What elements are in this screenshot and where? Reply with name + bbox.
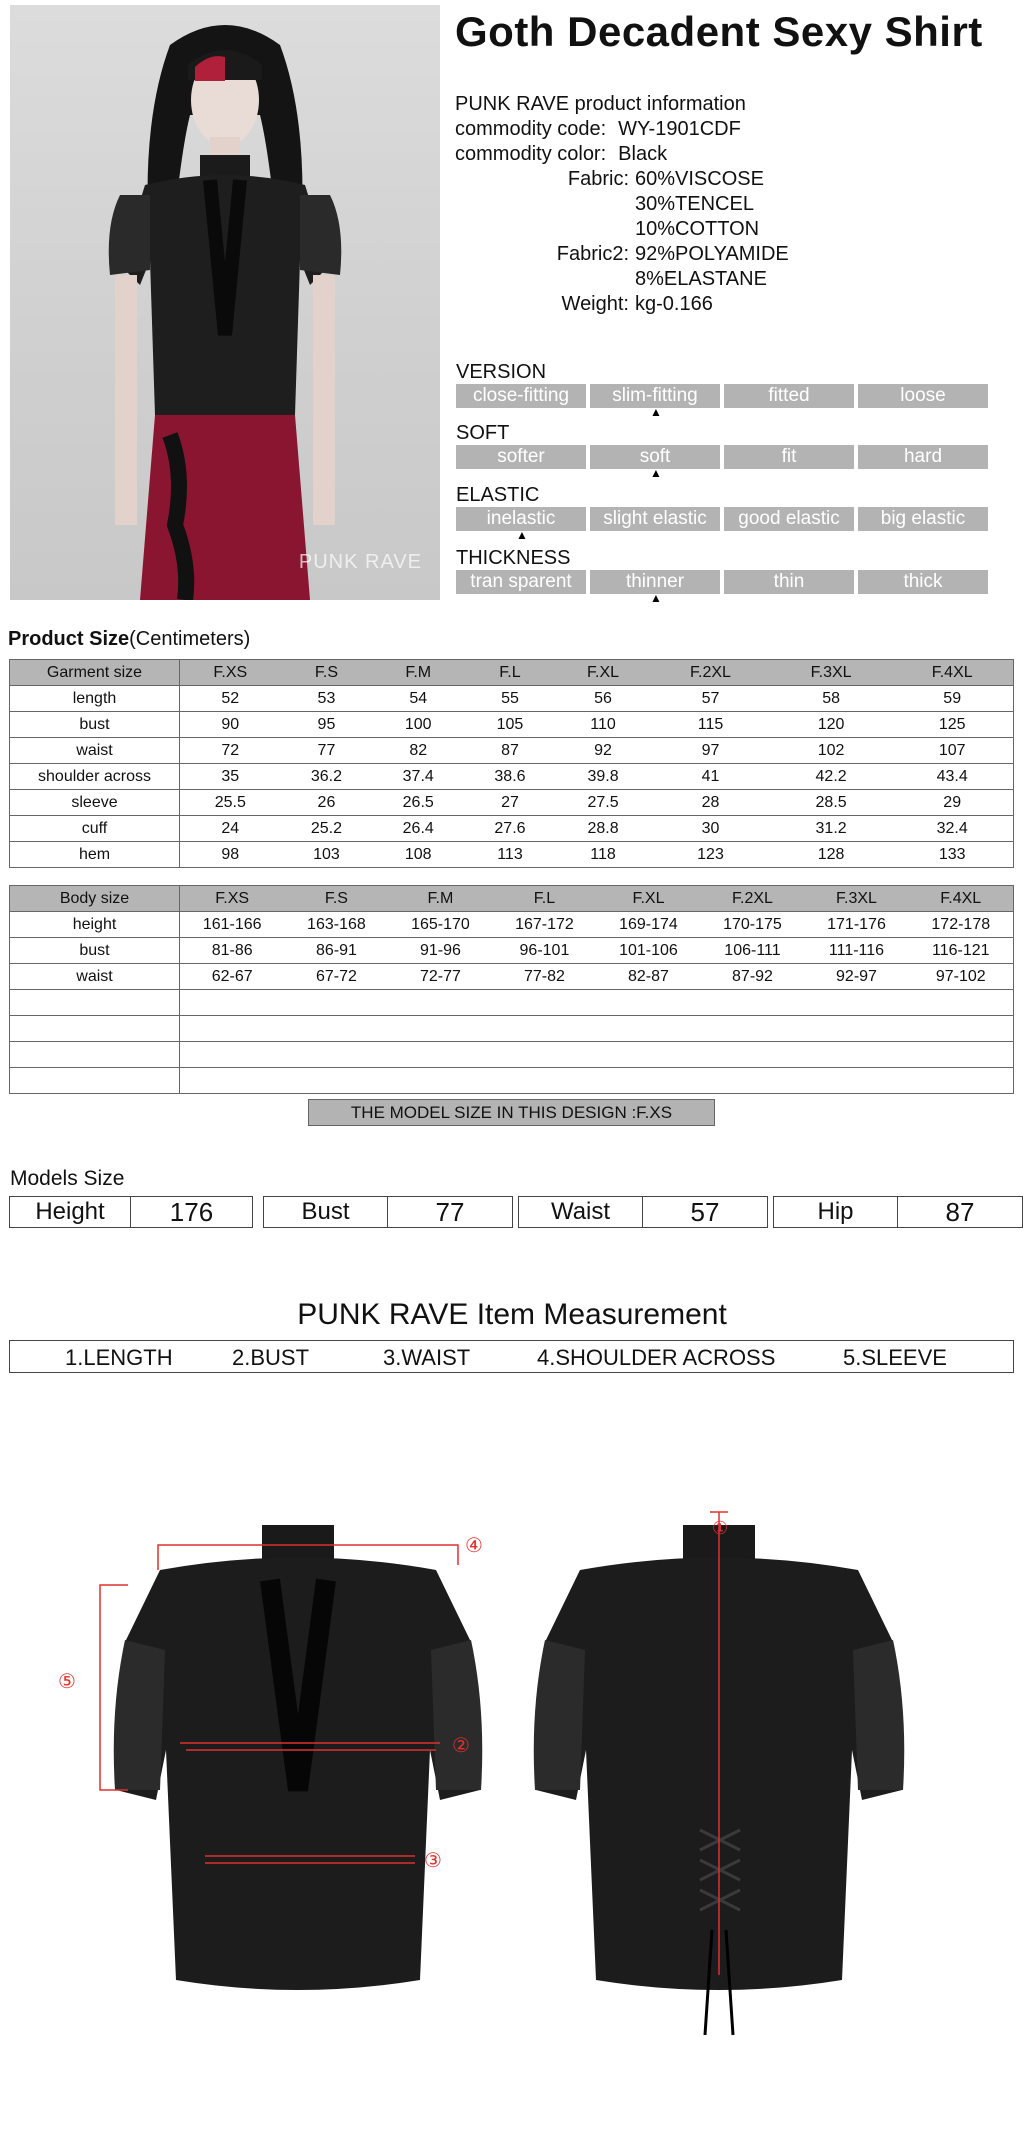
table-cell: 98: [180, 842, 281, 868]
table-cell: 111-116: [804, 938, 908, 964]
scale-option: fit: [724, 445, 854, 469]
size-header: F.M: [372, 660, 464, 686]
scale-option: slight elastic: [590, 507, 720, 531]
table-cell: 125: [891, 712, 1013, 738]
scale-thickness: [456, 546, 988, 606]
table-cell: 55: [464, 686, 556, 712]
table-cell: 54: [372, 686, 464, 712]
table-cell: 100: [372, 712, 464, 738]
table-cell: 90: [180, 712, 281, 738]
table-cell: 82: [372, 738, 464, 764]
garment-front: [114, 1525, 483, 1990]
table-cell: 36.2: [281, 764, 373, 790]
table-cell: 123: [650, 842, 771, 868]
model-measure-value: 57: [690, 1197, 720, 1227]
table-row: [10, 842, 1014, 868]
table-cell: 108: [372, 842, 464, 868]
row-label: height: [10, 912, 180, 938]
table-header-label: Body size: [10, 886, 180, 912]
info-value: 30%TENCEL: [635, 193, 754, 215]
table-cell: 27: [464, 790, 556, 816]
table-cell: 58: [771, 686, 892, 712]
scale-option: good elastic: [724, 507, 854, 531]
measurement-legend: [9, 1340, 1014, 1373]
model-measure-label: Bust: [264, 1197, 388, 1227]
table-cell: 118: [556, 842, 650, 868]
info-key: [455, 192, 635, 217]
model-measure-waist: [518, 1196, 768, 1228]
scale-option: soft: [590, 445, 720, 469]
table-row: [10, 764, 1014, 790]
info-key: commodity code:: [455, 118, 607, 140]
info-row: [455, 292, 789, 317]
table-row: [10, 816, 1014, 842]
table-cell: 26.4: [372, 816, 464, 842]
table-cell: 95: [281, 712, 373, 738]
measurement-item: 5.SLEEVE: [843, 1345, 947, 1370]
scale-option: fitted: [724, 384, 854, 408]
info-row: [455, 242, 789, 267]
product-title: Goth Decadent Sexy Shirt: [455, 8, 983, 55]
table-cell: 32.4: [891, 816, 1013, 842]
info-key: [455, 267, 635, 292]
table-cell: 72: [180, 738, 281, 764]
marker-4: ④: [465, 1535, 483, 1557]
table-cell: 82-87: [596, 964, 700, 990]
row-label: cuff: [10, 816, 180, 842]
info-value: 92%POLYAMIDE: [635, 243, 789, 265]
marker-2: ②: [452, 1735, 470, 1757]
table-cell: 53: [281, 686, 373, 712]
row-label: hem: [10, 842, 180, 868]
table-cell: 30: [650, 816, 771, 842]
table-cell: 42.2: [771, 764, 892, 790]
table-cell: 87-92: [700, 964, 804, 990]
models-size-title: Models Size: [10, 1167, 125, 1190]
table-cell: 101-106: [596, 938, 700, 964]
table-cell: 56: [556, 686, 650, 712]
info-key: Fabric:: [567, 168, 629, 190]
table-cell: 103: [281, 842, 373, 868]
table-cell: 113: [464, 842, 556, 868]
table-cell: 97: [650, 738, 771, 764]
table-row: [10, 686, 1014, 712]
size-header: F.4XL: [909, 886, 1014, 912]
table-cell: 165-170: [388, 912, 492, 938]
table-cell: 172-178: [909, 912, 1014, 938]
measurement-item: 2.BUST: [232, 1345, 310, 1370]
product-size-title-text: Product Size: [8, 628, 130, 650]
info-row: [455, 117, 789, 142]
size-header: F.3XL: [771, 660, 892, 686]
row-label: shoulder across: [10, 764, 180, 790]
table-cell: 62-67: [180, 964, 285, 990]
table-row: [10, 912, 1014, 938]
marker-3: ③: [424, 1850, 442, 1872]
table-cell: 29: [891, 790, 1013, 816]
table-row: [10, 964, 1014, 990]
scale-option: loose: [858, 384, 988, 408]
scale-option: close-fitting: [456, 384, 586, 408]
table-cell: 163-168: [284, 912, 388, 938]
product-size-title: [8, 628, 250, 651]
row-label: sleeve: [10, 790, 180, 816]
scale-option: slim-fitting: [590, 384, 720, 408]
table-cell: 39.8: [556, 764, 650, 790]
row-label: bust: [10, 712, 180, 738]
table-cell: 26: [281, 790, 373, 816]
table-cell: 110: [556, 712, 650, 738]
scale-elastic: [456, 483, 988, 543]
info-row: [455, 267, 789, 292]
table-cell: 120: [771, 712, 892, 738]
table-cell: 91-96: [388, 938, 492, 964]
scale-option: thick: [858, 570, 988, 594]
table-cell: 67-72: [284, 964, 388, 990]
garment-back: [534, 1512, 905, 2035]
marker-1: ①: [712, 1518, 729, 1538]
row-label: waist: [10, 738, 180, 764]
table-cell: 43.4: [891, 764, 1013, 790]
model-photo: [10, 5, 440, 600]
scale-label: THICKNESS: [456, 547, 571, 569]
table-cell: 35: [180, 764, 281, 790]
table-cell: 59: [891, 686, 1013, 712]
scale-option: softer: [456, 445, 586, 469]
scale-version: [456, 360, 988, 420]
scale-marker-icon: ▲: [650, 591, 662, 605]
info-value: 10%COTTON: [635, 218, 760, 240]
info-row: [455, 142, 789, 167]
row-label: bust: [10, 938, 180, 964]
scale-marker-icon: ▲: [650, 466, 662, 480]
size-header: F.2XL: [650, 660, 771, 686]
model-measure-value: 176: [169, 1197, 214, 1227]
table-cell: 25.2: [281, 816, 373, 842]
info-row: [455, 192, 789, 217]
table-cell: 133: [891, 842, 1013, 868]
table-cell: 77: [281, 738, 373, 764]
model-measure-value: 77: [435, 1197, 465, 1227]
scale-label: VERSION: [456, 361, 547, 383]
table-cell: 97-102: [909, 964, 1014, 990]
size-header: F.S: [281, 660, 373, 686]
row-label: waist: [10, 964, 180, 990]
table-cell: 57: [650, 686, 771, 712]
measurement-item: 3.WAIST: [383, 1345, 471, 1370]
table-row-empty: [10, 1016, 1014, 1042]
table-header-label: Garment size: [10, 660, 180, 686]
marker-5: ⑤: [58, 1671, 76, 1693]
garment-diagram: [0, 1490, 1024, 2050]
scale-option: inelastic: [456, 507, 586, 531]
info-value: 60%VISCOSE: [635, 168, 764, 190]
info-key: [455, 217, 635, 242]
info-key: commodity color:: [455, 143, 607, 165]
scale-marker-icon: ▲: [516, 528, 528, 542]
size-header: F.S: [284, 886, 388, 912]
product-info: [455, 92, 789, 317]
table-cell: 77-82: [492, 964, 596, 990]
table-cell: 171-176: [804, 912, 908, 938]
info-key: Fabric2:: [556, 243, 629, 265]
info-row: [455, 167, 789, 192]
scale-option: big elastic: [858, 507, 988, 531]
table-row: [10, 938, 1014, 964]
table-cell: 28: [650, 790, 771, 816]
body-size-table: [9, 885, 1014, 1094]
garment-size-table: [9, 659, 1014, 868]
model-measure-height: [9, 1196, 253, 1228]
scale-option: thinner: [590, 570, 720, 594]
info-key: Weight:: [561, 293, 629, 315]
table-cell: 28.8: [556, 816, 650, 842]
measurement-title: PUNK RAVE Item Measurement: [297, 1298, 727, 1331]
table-cell: 38.6: [464, 764, 556, 790]
models-size-row: [9, 1196, 1014, 1228]
watermark: PUNK RAVE: [298, 551, 422, 573]
size-header: F.L: [492, 886, 596, 912]
size-header: F.L: [464, 660, 556, 686]
info-heading: [455, 92, 789, 117]
table-cell: 87: [464, 738, 556, 764]
table-cell: 27.5: [556, 790, 650, 816]
table-cell: 92: [556, 738, 650, 764]
table-cell: 52: [180, 686, 281, 712]
model-size-note: THE MODEL SIZE IN THIS DESIGN :F.XS: [308, 1099, 715, 1126]
size-header: F.XS: [180, 886, 285, 912]
size-header: F.2XL: [700, 886, 804, 912]
table-cell: 92-97: [804, 964, 908, 990]
size-header: F.XL: [596, 886, 700, 912]
size-header: F.3XL: [804, 886, 908, 912]
table-cell: 81-86: [180, 938, 285, 964]
table-cell: 170-175: [700, 912, 804, 938]
table-cell: 115: [650, 712, 771, 738]
table-cell: 106-111: [700, 938, 804, 964]
table-cell: 24: [180, 816, 281, 842]
table-row-empty: [10, 990, 1014, 1016]
table-cell: 161-166: [180, 912, 285, 938]
table-cell: 26.5: [372, 790, 464, 816]
info-value: 8%ELASTANE: [635, 268, 767, 290]
table-cell: 27.6: [464, 816, 556, 842]
table-cell: 169-174: [596, 912, 700, 938]
info-value: Black: [618, 143, 668, 165]
size-header: F.XS: [180, 660, 281, 686]
table-cell: 116-121: [909, 938, 1014, 964]
model-measure-value: 87: [945, 1197, 975, 1227]
table-cell: 31.2: [771, 816, 892, 842]
scale-label: ELASTIC: [456, 484, 540, 506]
model-measure-label: Height: [10, 1197, 131, 1227]
model-measure-hip: [773, 1196, 1023, 1228]
size-header: F.XL: [556, 660, 650, 686]
table-row-empty: [10, 1042, 1014, 1068]
table-cell: 105: [464, 712, 556, 738]
model-measure-label: Hip: [774, 1197, 898, 1227]
info-value: WY-1901CDF: [618, 118, 741, 140]
table-row: [10, 712, 1014, 738]
measurement-item: 4.SHOULDER ACROSS: [537, 1345, 776, 1370]
table-cell: 167-172: [492, 912, 596, 938]
table-cell: 41: [650, 764, 771, 790]
product-size-unit: (Centimeters): [129, 628, 251, 650]
model-measure-label: Waist: [519, 1197, 643, 1227]
scale-soft: [456, 421, 988, 481]
measurement-item: 1.LENGTH: [65, 1345, 173, 1370]
table-cell: 86-91: [284, 938, 388, 964]
table-cell: 28.5: [771, 790, 892, 816]
scale-marker-icon: ▲: [650, 405, 662, 419]
table-cell: 37.4: [372, 764, 464, 790]
model-measure-bust: [263, 1196, 513, 1228]
row-label: length: [10, 686, 180, 712]
info-value: kg-0.166: [635, 293, 713, 315]
scale-option: hard: [858, 445, 988, 469]
size-header: F.M: [388, 886, 492, 912]
table-row: [10, 790, 1014, 816]
info-heading-text: PUNK RAVE product information: [455, 93, 746, 115]
table-cell: 96-101: [492, 938, 596, 964]
info-row: [455, 217, 789, 242]
table-cell: 102: [771, 738, 892, 764]
scale-option: thin: [724, 570, 854, 594]
table-cell: 25.5: [180, 790, 281, 816]
table-cell: 128: [771, 842, 892, 868]
scale-option: tran sparent: [456, 570, 586, 594]
table-row-empty: [10, 1068, 1014, 1094]
size-header: F.4XL: [891, 660, 1013, 686]
model-illustration: [10, 5, 440, 600]
table-row: [10, 738, 1014, 764]
scale-label: SOFT: [456, 422, 510, 444]
table-cell: 107: [891, 738, 1013, 764]
table-cell: 72-77: [388, 964, 492, 990]
